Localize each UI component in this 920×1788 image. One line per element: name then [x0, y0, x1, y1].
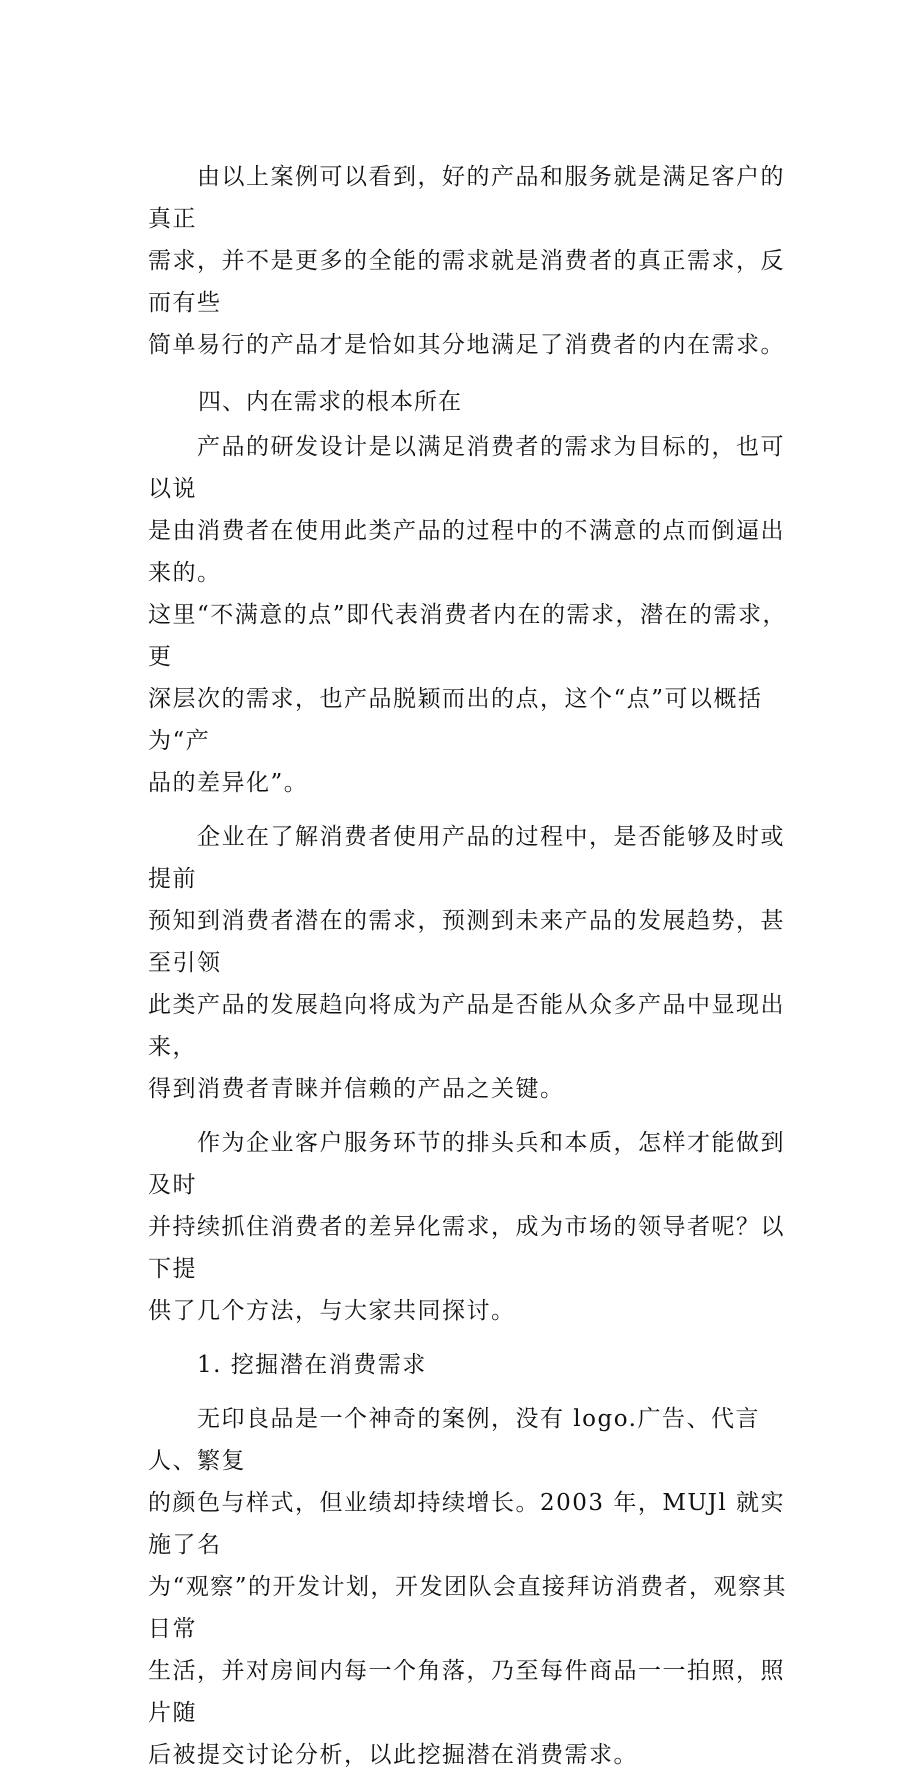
document-body [148, 156, 808, 1788]
section-heading-4: 四、内在需求的根本所在 [198, 389, 462, 415]
paragraph-muji-case: 无印良品是一个神奇的案例，没有 logo.广告、代言人、繁复 的颜色与样式，但业绩却持续增长。2003 年，MUJl 就实施了名 为“观察”的开发计划，开发团队会直接拜访消费者，观察其日常 生活，并对房间内每一个角落，乃至每件商品一一拍照，照片随 后被提交讨论分析，以此挖掘潜在消费需求。 [148, 1406, 788, 1768]
paragraph-anticipate-needs: 企业在了解消费者使用产品的过程中，是否能够及时或提前 预知到消费者潜在的需求，预测到未来产品的发展趋势，甚至引领 此类产品的发展趋向将成为产品是否能从众多产品中显现出来， 得到消费者青睐并信赖的产品之关键。 [148, 824, 785, 1102]
subheading-method-1: 1. 挖掘潜在消费需求 [148, 1352, 427, 1378]
paragraph-methods-intro: 作为企业客户服务环节的排头兵和本质，怎样才能做到及时 并持续抓住消费者的差异化需求，成为市场的领导者呢？以下提 供了几个方法，与大家共同探讨。 [148, 1130, 785, 1324]
paragraph-conclusion: 由以上案例可以看到，好的产品和服务就是满足客户的真正 需求，并不是更多的全能的需求就是消费者的真正需求，反而有些 简单易行的产品才是恰如其分地满足了消费者的内在需求。 [148, 164, 785, 358]
paragraph-product-design: 产品的研发设计是以满足消费者的需求为目标的，也可以说 是由消费者在使用此类产品的过程中的不满意的点而倒逼出来的。 这里“不满意的点”即代表消费者内在的需求，潜在的需求，更 深层次的需求，也产品脱颖而出的点，这个“点”可以概括为“产 品的差异化”。 [148, 434, 788, 796]
